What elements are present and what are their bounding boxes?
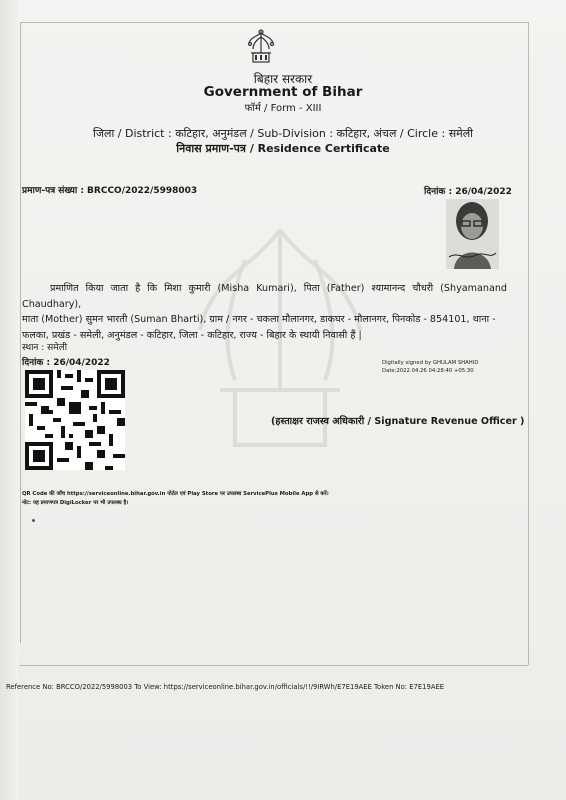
digital-signature xyxy=(382,360,478,375)
footer-reference: Reference No: BRCCO/2022/5998003 To View: https://serviceonline.bihar.gov.in/officials/!!/9IRWh/E7E19AEE Token No: E7E19AEE xyxy=(6,683,445,691)
header-title-english: Government of Bihar xyxy=(203,84,363,100)
certificate-number: प्रमाण-पत्र संख्या : BRCCO/2022/5998003 xyxy=(22,186,198,196)
certificate-border-right xyxy=(528,22,529,665)
applicant-portrait xyxy=(446,199,499,269)
page-edge xyxy=(0,0,18,800)
qr-note xyxy=(22,490,329,508)
stray-mark xyxy=(32,519,35,522)
certificate-border-bottom xyxy=(20,665,528,666)
digital-signature-signer: Digitally signed by GHULAM SHAHID xyxy=(382,360,479,366)
certificate-title: निवास प्रमाण-पत्र / Residence Certificate xyxy=(176,142,390,155)
issue-place: स्थान : समेली xyxy=(22,343,68,353)
issue-date: दिनांक : 26/04/2022 xyxy=(22,358,110,368)
certificate-body xyxy=(22,281,507,343)
district-line: जिला / District : कटिहार, अनुमंडल / Sub-Division : कटिहार, अंचल / Circle : समेली xyxy=(92,127,474,140)
certificate-date: दिनांक : 26/04/2022 xyxy=(424,187,512,197)
body-line-1: प्रमाणित किया जाता है कि मिशा कुमारी (Misha Kumari), पिता (Father) श्यामानन्द चौधरी (Shyamanand Chaudhary), xyxy=(22,283,507,310)
signature-officer: (हस्ताक्षर राजस्व अधिकारी / Signature Revenue Officer ) xyxy=(271,416,525,427)
body-line-3: फलका, प्रखंड - समेली, अनुमंडल - कटिहार, जिला - कटिहार, राज्य - बिहार के स्थायी निवासी हैं | xyxy=(22,329,362,341)
header-title-hindi: बिहार सरकार xyxy=(253,72,313,86)
body-line-2: माता (Mother) सुमन भारती (Suman Bharti), ग्राम / नगर - चकला मौलानगर, डाकघर - मौलानगर, पिनकोड - 854101, थाना - xyxy=(22,314,496,325)
qr-code[interactable] xyxy=(25,370,125,470)
qr-verify-note: QR Code की जाँच https://serviceonline.bihar.gov.in पोर्टल एवं Play Store पर उपलब्ध ServicePlus Mobile App से करें। xyxy=(22,491,329,497)
bihar-emblem-icon xyxy=(241,27,281,67)
form-number: फॉर्म / Form - XIII xyxy=(244,103,322,114)
applicant-photo xyxy=(446,199,499,269)
digital-signature-date: Date:2022.04.26 04:28:40 +05:30 xyxy=(382,367,474,374)
digilocker-note: नोट: यह प्रमाणपत्र DigiLocker पर भी उपलब्ध है। xyxy=(22,500,129,506)
